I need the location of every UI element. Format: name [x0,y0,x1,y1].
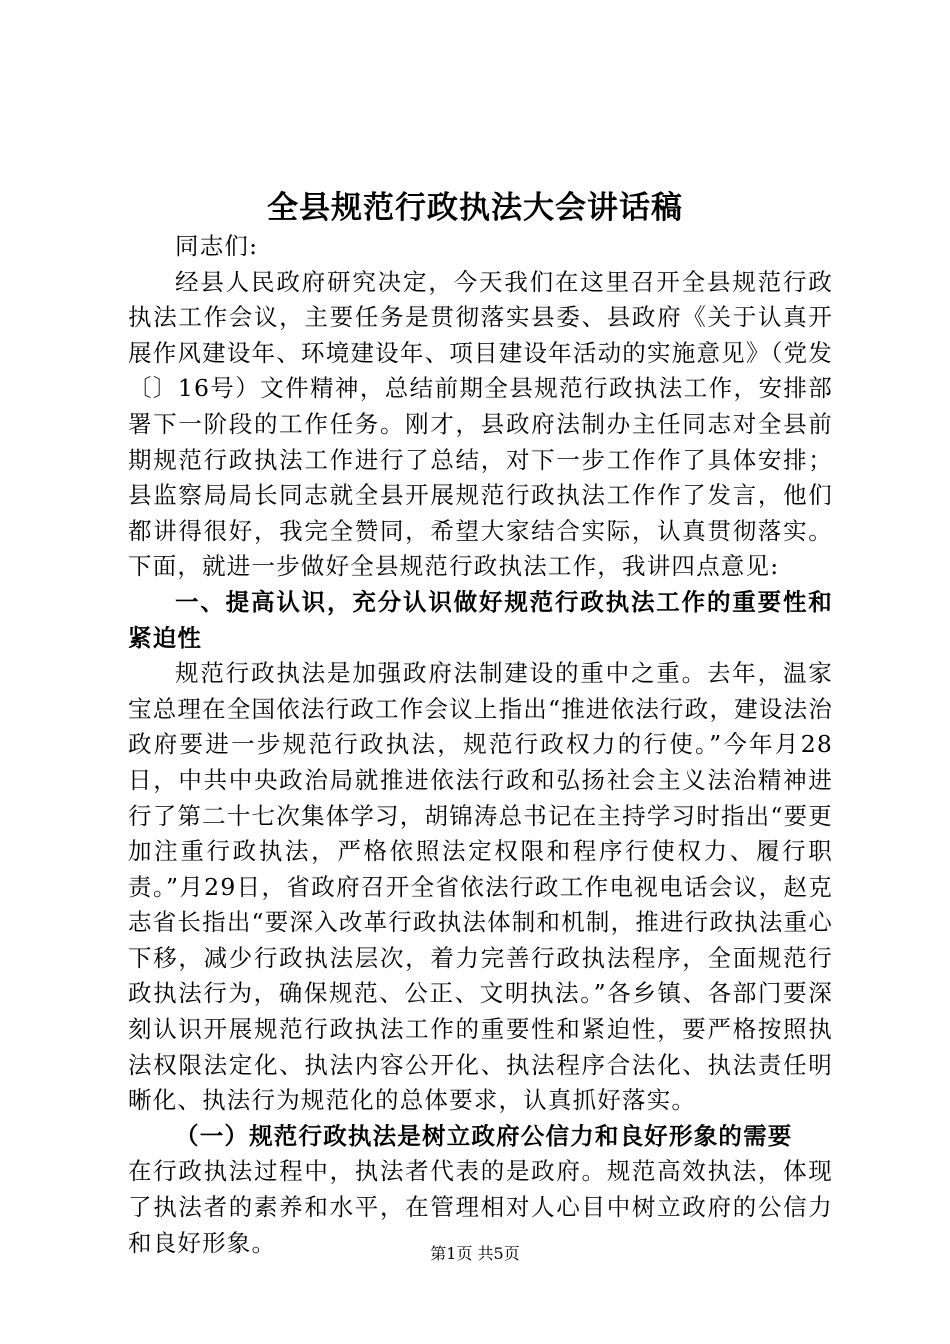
subsection-heading-1: （一）规范行政执法是树立政府公信力和良好形象的需要 [175,1121,793,1150]
section-heading-1: 一、提高认识，充分认识做好规范行政执法工作的重要性和紧迫性 [128,587,833,652]
paragraph-2: 在行政执法过程中，执法者代表的是政府。规范高效执法，体现了执法者的素养和水平，在管理相对人心目中树立政府的公信力和良好形象。 [128,1157,833,1257]
page-footer: 第1页 共5页 [430,1244,520,1263]
document-title: 全县规范行政执法大会讲话稿 [267,190,683,226]
paragraph-intro: 经县人民政府研究决定，今天我们在这里召开全县规范行政执法工作会议，主要任务是贯彻落实县委、县政府《关于认真开展作风建设年、环境建设年、项目建设年活动的实施意见》（党发〔〕16号）文件精神，总结前期全县规范行政执法工作，安排部署下一阶段的工作任务。刚才，县政府法制办主任同志对全县前期规范行政执法工作进行了总结，对下一步工作作了具体安排；县监察局局长同志就全县开展规范行政执法工作作了发言，他们都讲得很好，我完全赞同，希望大家结合实际，认真贯彻落实。下面，就进一步做好全县规范行政执法工作，我讲四点意见: [128,267,833,581]
document-body [128,229,833,1261]
salutation: 同志们: [175,232,259,260]
paragraph-1: 规范行政执法是加强政府法制建设的重中之重。去年，温家宝总理在全国依法行政工作会议上指出“推进依法行政，建设法治政府要进一步规范行政执法，规范行政权力的行使。”今年月28日，中共中央政治局就推进依法行政和弘扬社会主义法治精神进行了第二十七次集体学习，胡锦涛总书记在主持学习时指出“要更加注重行政执法，严格依照法定权限和程序行使权力、履行职责。”月29日，省政府召开全省依法行政工作电视电话会议，赵克志省长指出“要深入改革行政执法体制和机制，推进行政执法重心下移，减少行政执法层次，着力完善行政执法程序，全面规范行政执法行为，确保规范、公正、文明执法。”各乡镇、各部门要深刻认识开展规范行政执法工作的重要性和紧迫性，要严格按照执法权限法定化、执法内容公开化、执法程序合法化、执法责任明晰化、执法行为规范化的总体要求，认真抓好落实。 [128,659,833,1115]
